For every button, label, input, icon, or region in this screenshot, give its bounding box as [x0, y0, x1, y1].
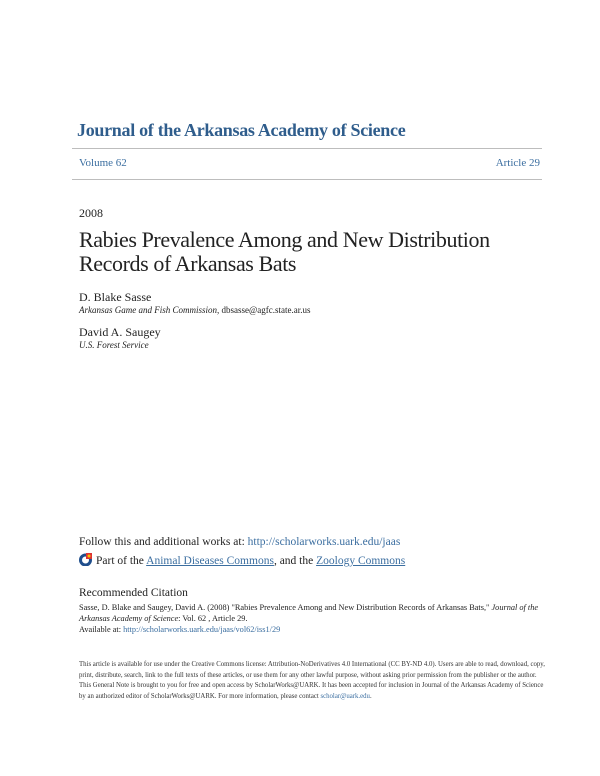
- article-link[interactable]: Article 29: [495, 157, 540, 169]
- author-name: David A. Saugey: [79, 325, 161, 339]
- publication-year: 2008: [79, 206, 103, 220]
- citation-link[interactable]: http://scholarworks.uark.edu/jaas/vol62/iss1/29: [123, 625, 281, 634]
- animal-diseases-commons-link[interactable]: Animal Diseases Commons: [146, 555, 274, 567]
- part-of-line: Part of the Animal Diseases Commons, and the Zoology Commons: [79, 553, 405, 569]
- author-affiliation: Arkansas Game and Fish Commission, dbsasse@agfc.state.ar.us: [79, 305, 311, 315]
- author-name: D. Blake Sasse: [79, 290, 152, 304]
- network-logo-icon: [79, 553, 92, 569]
- citation-text: Sasse, D. Blake and Saugey, David A. (2008) "Rabies Prevalence Among and New Distribution Records of Arkansas Bats," Journal of the Arkansas Academy of Science: Vol. 62 , Article 29. Available at: http://scholarworks.uark.edu/jaas/vol62/iss1/29: [79, 603, 539, 634]
- zoology-commons-link[interactable]: Zoology Commons: [316, 555, 406, 567]
- author-email: dbsasse@agfc.state.ar.us: [221, 305, 311, 315]
- article-title: Rabies Prevalence Among and New Distribution Records of Arkansas Bats: [79, 227, 490, 276]
- follow-line: Follow this and additional works at: http://scholarworks.uark.edu/jaas: [79, 536, 401, 548]
- contact-email-link[interactable]: scholar@uark.edu: [320, 692, 370, 700]
- author-affiliation: U.S. Forest Service: [79, 340, 149, 350]
- journal-title: Journal of the Arkansas Academy of Science: [77, 120, 406, 140]
- citation-heading: Recommended Citation: [79, 587, 188, 599]
- divider: [72, 148, 542, 149]
- license-notice: This article is available for use under the Creative Commons license: Attribution-NoDerivatives 4.0 International (CC BY-ND 4.0). Users are able to read, download, copy, print, distribute, search, link to the full texts of these articles, or use them for any other lawful purpose, without asking prior permission from the publisher or the author. This General Note is brought to you for free and open access by ScholarWorks@UARK. It has been accepted for inclusion in Journal of the Arkansas Academy of Science by an authorized editor of ScholarWorks@UARK. For more information, please contact scholar@uark.edu.: [79, 661, 545, 700]
- divider: [72, 179, 542, 180]
- follow-link[interactable]: http://scholarworks.uark.edu/jaas: [247, 536, 401, 548]
- volume-link[interactable]: Volume 62: [79, 157, 127, 169]
